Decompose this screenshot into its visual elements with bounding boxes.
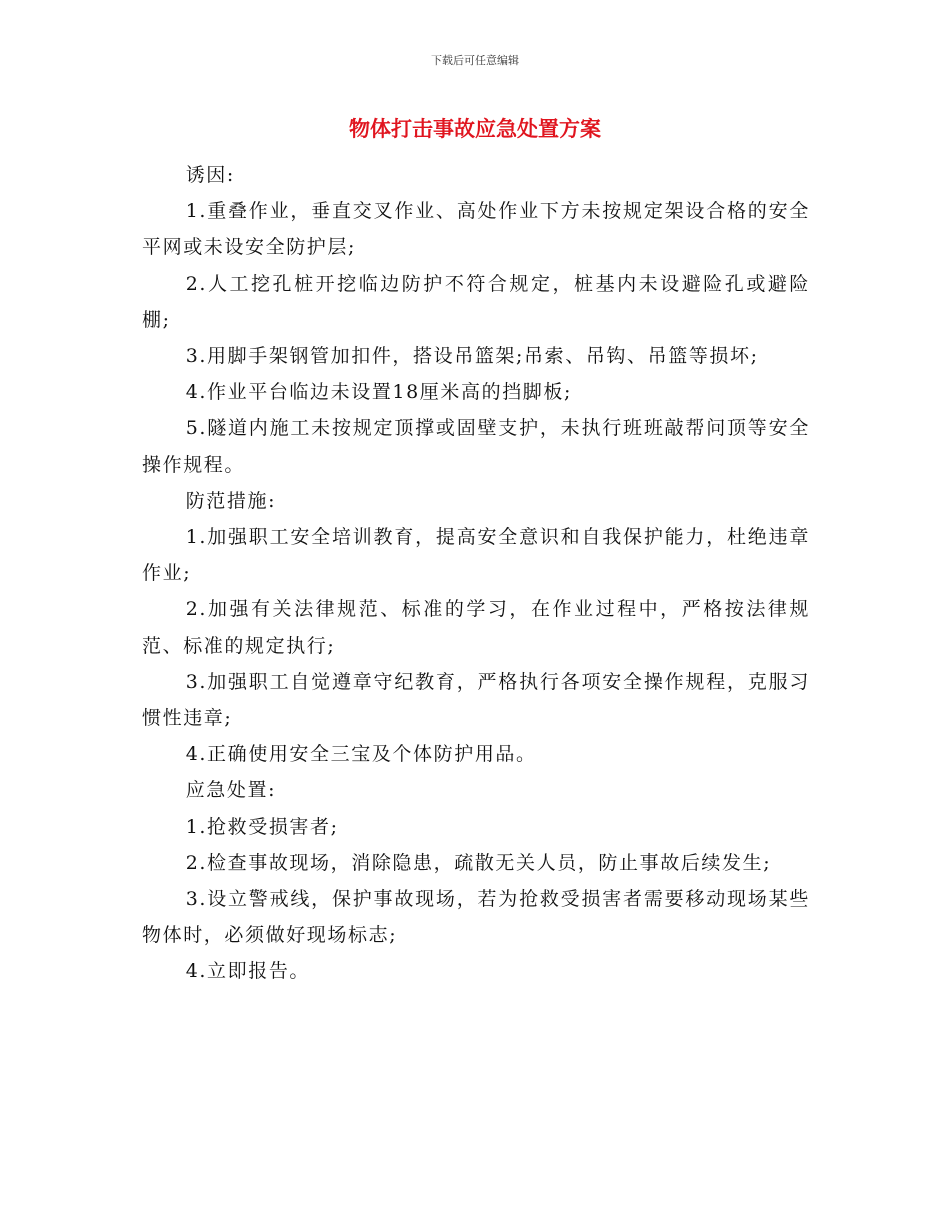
response-item-1: 1.抢救受损害者; xyxy=(185,815,339,838)
page-header-note: 下载后可任意编辑 xyxy=(431,54,519,67)
cause-item-1: 1.重叠作业，垂直交叉作业、高处作业下方未按规定架设合格的安全平网或未设安全防护层; xyxy=(142,200,810,259)
prevention-item-2: 2.加强有关法律规范、标准的学习，在作业过程中，严格按法律规范、标准的规定执行; xyxy=(142,598,810,657)
prevention-item-1: 1.加强职工安全培训教育，提高安全意识和自我保护能力，杜绝违章作业; xyxy=(142,526,810,585)
response-item-2: 2.检查事故现场，消除隐患，疏散无关人员，防止事故后续发生; xyxy=(185,851,772,874)
section-heading-prevention: 防范措施: xyxy=(185,489,277,512)
prevention-item-4: 4.正确使用安全三宝及个体防护用品。 xyxy=(185,743,537,766)
response-item-4: 4.立即报告。 xyxy=(185,960,311,983)
prevention-item-3: 3.加强职工自觉遵章守纪教育，严格执行各项安全操作规程，克服习惯性违章; xyxy=(142,670,810,730)
cause-item-2: 2.人工挖孔桩开挖临边防护不符合规定，桩基内未设避险孔或避险棚; xyxy=(142,272,810,331)
cause-item-4: 4.作业平台临边未设置18厘米高的挡脚板; xyxy=(185,381,572,404)
section-heading-response: 应急处置: xyxy=(185,779,277,802)
response-item-3: 3.设立警戒线，保护事故现场，若为抢救受损害者需要移动现场某些物体时，必须做好现场标志; xyxy=(142,888,810,947)
document-body xyxy=(142,157,810,990)
section-heading-causes: 诱因: xyxy=(185,164,235,186)
cause-item-5: 5.隧道内施工未按规定顶撑或固壁支护，未执行班班敲帮问顶等安全操作规程。 xyxy=(142,417,810,476)
cause-item-3: 3.用脚手架钢管加扣件，搭设吊篮架;吊索、吊钩、吊篮等损坏; xyxy=(185,345,759,368)
document-title: 物体打击事故应急处置方案 xyxy=(349,117,601,141)
